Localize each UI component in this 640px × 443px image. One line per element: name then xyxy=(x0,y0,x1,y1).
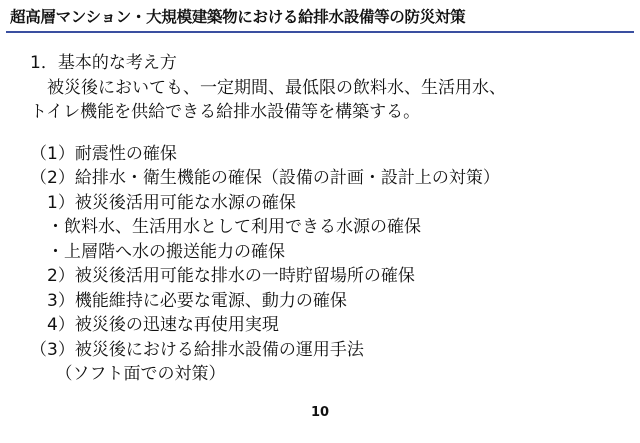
list-item: 3）機能維持に必要な電源、動力の確保 xyxy=(30,290,347,311)
spacer xyxy=(30,125,620,142)
intro-line: 被災後においても、一定期間、最低限の飲料水、生活用水、 xyxy=(30,77,506,98)
slide-title: 超高層マンション・大規模建築物における給排水設備等の防災対策 xyxy=(10,8,466,26)
list-item: （3）被災後における給排水設備の運用手法 xyxy=(30,339,364,360)
intro-line: トイレ機能を供給できる給排水設備等を構築する。 xyxy=(30,102,421,122)
slide-body xyxy=(30,51,620,387)
list-item: 4）被災後の迅速な再使用実現 xyxy=(30,315,279,335)
list-item: （1）耐震性の確保 xyxy=(30,143,177,164)
list-item: （ソフト面での対策） xyxy=(30,364,226,384)
list-item: 2）被災後活用可能な排水の一時貯留場所の確保 xyxy=(30,266,415,286)
list-item: ・上層階へ水の搬送能力の確保 xyxy=(30,241,285,262)
list-item: （2）給排水・衛生機能の確保（設備の計画・設計上の対策） xyxy=(30,168,500,188)
page-number: 10 xyxy=(310,405,330,420)
title-underline-rule xyxy=(6,31,634,33)
list-item: ・飲料水、生活用水として利用できる水源の確保 xyxy=(30,217,421,237)
list-item: 1）被災後活用可能な水源の確保 xyxy=(30,192,296,213)
section-heading: 1．基本的な考え方 xyxy=(30,53,177,73)
